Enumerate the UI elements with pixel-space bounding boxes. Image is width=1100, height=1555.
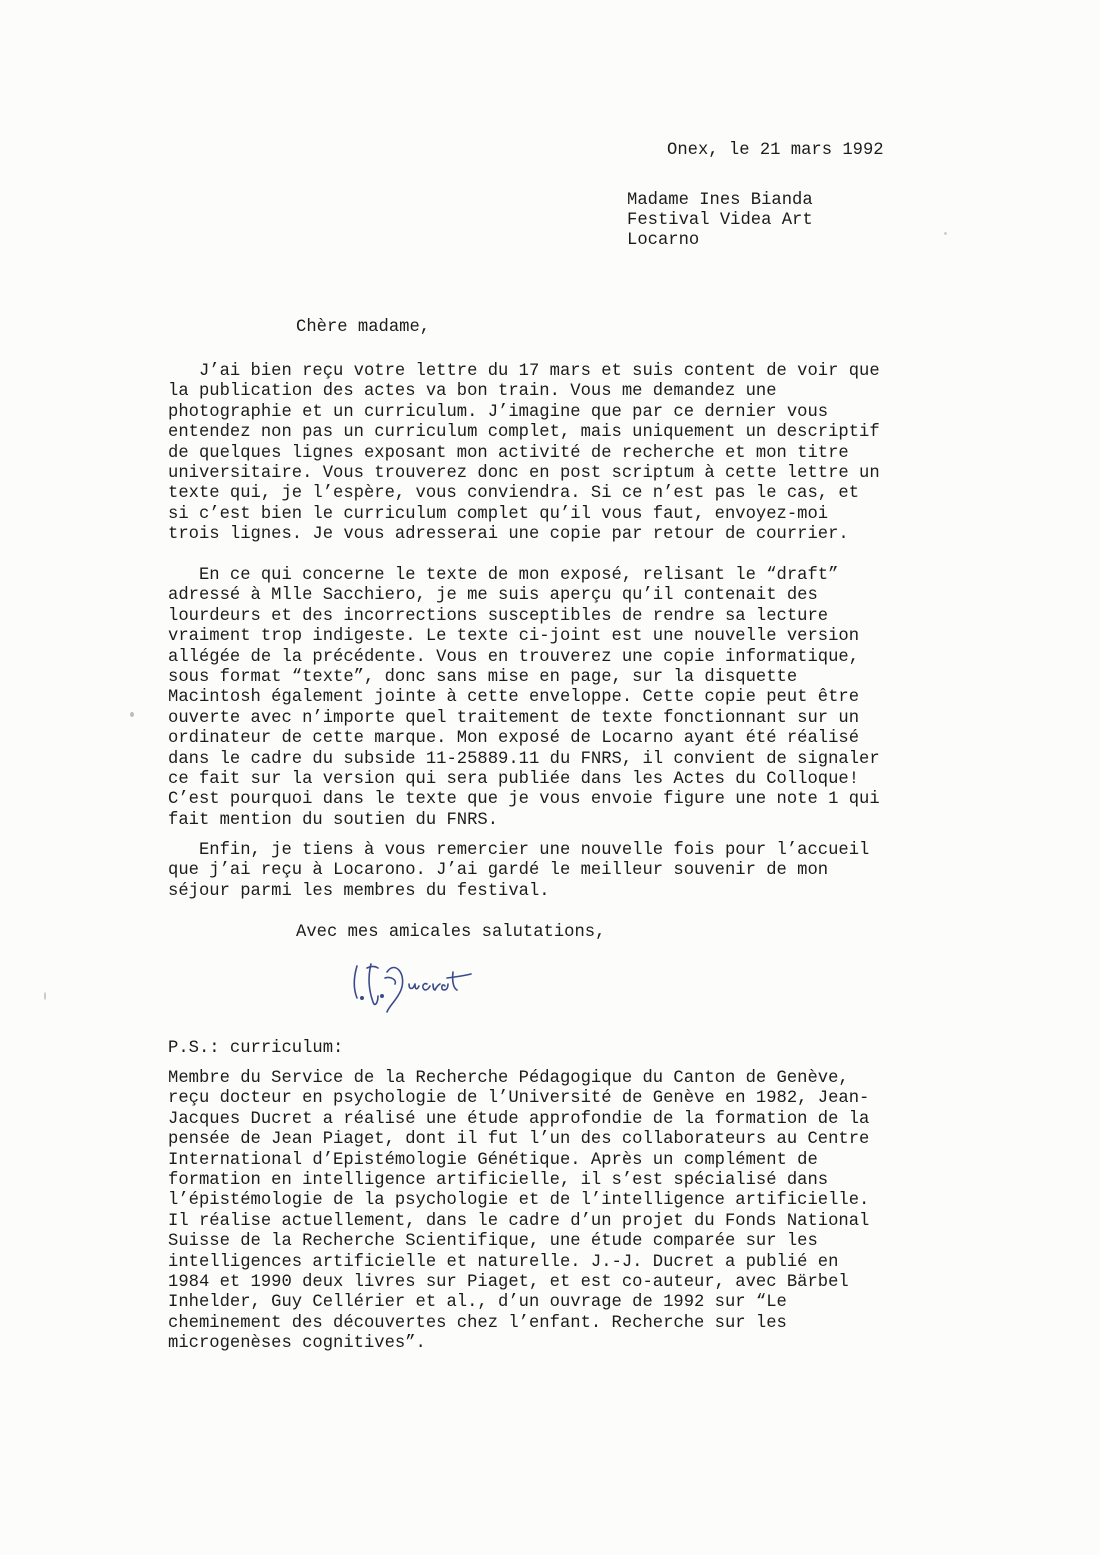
paragraph-2-line: sous format “texte”, donc sans mise en page, sur la disquette: [168, 668, 798, 687]
salutation: Chère madame,: [296, 318, 431, 337]
ps-body-line: intelligences artificielle et naturelle. J.-J. Ducret a publié en: [168, 1252, 839, 1272]
paragraph-2-line: adressé à Mlle Sacchiero, je me suis aperçu qu’il contenait des: [168, 586, 818, 606]
signature: [345, 950, 485, 1020]
paragraph-1-line: texte qui, je l’espère, vous conviendra. Si ce n’est pas le cas, et: [168, 484, 860, 504]
ps-body-line: l’épistémologie de la psychologie et de l’intelligence artificielle.: [168, 1191, 870, 1211]
ps-body-line: pensée de Jean Piaget, dont il fut l’un des collaborateurs au Centre: [168, 1130, 870, 1150]
ps-body-line: Jacques Ducret a réalisé une étude approfondie de la formation de la: [168, 1109, 870, 1129]
paragraph-2-line: ouverte avec n’importe quel traitement de texte fonctionnant sur un: [168, 708, 860, 728]
recipient-name: Madame Ines Bianda: [627, 191, 813, 210]
recipient-city: Locarno: [627, 231, 700, 250]
ps-body-line: reçu docteur en psychologie de l’Université de Genève en 1982, Jean-: [168, 1089, 870, 1109]
paragraph-2-line: lourdeurs et des incorrections susceptibles de rendre sa lecture: [168, 606, 829, 626]
ps-body-line: cheminement des découvertes chez l’enfant. Recherche sur les: [168, 1313, 787, 1333]
paragraph-3-line: que j’ai reçu à Locarono. J’ai gardé le meilleur souvenir de mon: [168, 861, 829, 881]
ps-heading: P.S.: curriculum:: [168, 1039, 344, 1058]
ps-body-line: Il réalise actuellement, dans le cadre d’un projet du Fonds National: [168, 1211, 870, 1231]
paragraph-1-line: si c’est bien le curriculum complet qu’il vous faut, envoyez-moi: [168, 504, 829, 524]
paragraph-2-line: vraiment trop indigeste. Le texte ci-joint est une nouvelle version: [168, 627, 860, 647]
paragraph-2-line: C’est pourquoi dans le texte que je vous envoie figure une note 1 qui: [168, 790, 880, 810]
paragraph-1-line: entendez non pas un curriculum complet, mais uniquement un descriptif: [168, 423, 880, 443]
paragraph-3-line: Enfin, je tiens à vous remercier une nouvelle fois pour l’accueil: [168, 841, 870, 860]
paragraph-2-line: fait mention du soutien du FNRS.: [168, 810, 499, 830]
paragraph-2-line: allégée de la précédente. Vous en trouverez une copie informatique,: [168, 647, 860, 667]
paragraph-2-line: dans le cadre du subside 11-25889.11 du FNRS, il convient de signaler: [168, 749, 880, 769]
ps-body-line: microgenèses cognitives”.: [168, 1334, 426, 1354]
ps-body-line: 1984 et 1990 deux livres sur Piaget, et est co-auteur, avec Bärbel: [168, 1273, 849, 1292]
closing: Avec mes amicales salutations,: [296, 923, 606, 942]
paragraph-3-line: séjour parmi les membres du festival.: [168, 881, 550, 901]
paragraph-1-line: la publication des actes va bon train. Vous me demandez une: [168, 382, 777, 402]
paragraph-1-line: trois lignes. Je vous adresserai une copie par retour de courrier.: [168, 525, 849, 545]
ps-body-line: International d’Epistémologie Génétique. Après un complément de: [168, 1150, 818, 1170]
paragraph-2-line: En ce qui concerne le texte de mon exposé, relisant le “draft”: [168, 566, 839, 585]
paragraph-1-line: J’ai bien reçu votre lettre du 17 mars et suis content de voir que: [168, 362, 880, 381]
date-line: Onex, le 21 mars 1992: [667, 141, 884, 160]
paragraph-1-line: de quelques lignes exposant mon activité de recherche et mon titre: [168, 443, 849, 463]
paper-speck: [130, 712, 134, 717]
ps-body-line: Suisse de la Recherche Scientifique, une étude comparée sur les: [168, 1232, 818, 1252]
paragraph-1-line: universitaire. Vous trouverez donc en post scriptum à cette lettre un: [168, 464, 880, 483]
paragraph-2-line: Macintosh également jointe à cette enveloppe. Cette copie peut être: [168, 688, 860, 708]
ps-body-line: Membre du Service de la Recherche Pédagogique du Canton de Genève,: [168, 1069, 849, 1088]
paragraph-2-line: ce fait sur la version qui sera publiée dans les Actes du Colloque!: [168, 770, 860, 789]
recipient-organization: Festival Videa Art: [627, 211, 813, 230]
paragraph-1-line: photographie et un curriculum. J’imagine que par ce dernier vous: [168, 402, 829, 422]
paper-speck: [944, 232, 947, 235]
ps-body-line: formation en intelligence artificielle, il s’est spécialisé dans: [168, 1171, 829, 1190]
paragraph-2-line: ordinateur de cette marque. Mon exposé de Locarno ayant été réalisé: [168, 729, 860, 749]
ps-body-line: Inhelder, Guy Cellérier et al., d’un ouvrage de 1992 sur “Le: [168, 1293, 787, 1313]
paper-speck: [44, 992, 46, 1000]
